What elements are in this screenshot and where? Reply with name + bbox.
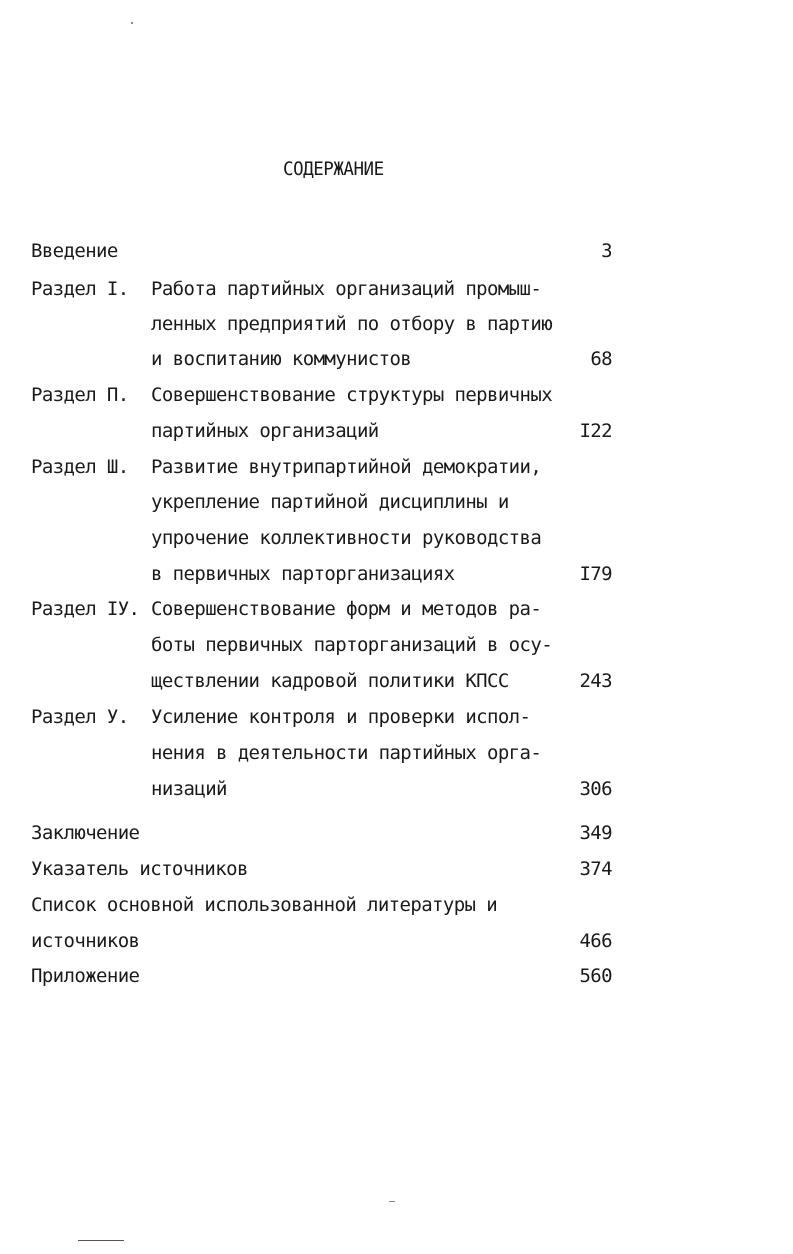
toc-page-section-5: 306 bbox=[579, 778, 612, 800]
toc-text-section-2-line-1: Совершенствование структуры первичных bbox=[151, 384, 553, 406]
toc-label-conclusion: Заключение bbox=[31, 822, 140, 844]
toc-label-section-4: Раздел IУ. bbox=[31, 598, 140, 620]
toc-page-section-1: 68 bbox=[590, 348, 612, 370]
toc-label-section-1: Раздел I. bbox=[31, 278, 129, 300]
toc-page-appendix: 560 bbox=[579, 965, 612, 987]
toc-page-section-3: I79 bbox=[579, 563, 612, 585]
toc-page-bibliography: 466 bbox=[579, 930, 612, 952]
toc-text-section-5-line-3: низаций bbox=[151, 778, 227, 800]
toc-text-section-3-line-2: укрепление партийной дисциплины и bbox=[151, 491, 509, 513]
toc-text-section-1-line-3: и воспитанию коммунистов bbox=[151, 348, 412, 370]
toc-label-bibliography: Список основной использованной литературы и bbox=[31, 894, 498, 916]
toc-text-section-3-line-4: в первичных парторганизациях bbox=[151, 563, 455, 585]
toc-label-section-2: Раздел П. bbox=[31, 384, 129, 406]
toc-text-section-2-line-2: партийных организаций bbox=[151, 420, 379, 442]
toc-text-section-1-line-2: ленных предприятий по отбору в партию bbox=[151, 313, 553, 335]
scan-speck bbox=[131, 22, 133, 24]
toc-label-section-5: Раздел У. bbox=[31, 706, 129, 728]
page-title: СОДЕРЖАНИЕ bbox=[283, 158, 384, 180]
toc-text-section-3-line-1: Развитие внутрипартийной демократии, bbox=[151, 456, 542, 478]
toc-text-section-4-line-2: боты первичных парторганизаций в осу- bbox=[151, 634, 553, 656]
toc-label-appendix: Приложение bbox=[31, 965, 140, 987]
toc-page-section-4: 243 bbox=[579, 670, 612, 692]
toc-text-section-4-line-3: ществлении кадровой политики КПСС bbox=[151, 670, 509, 692]
toc-text-section-5-line-2: нения в деятельности партийных орга- bbox=[151, 742, 542, 764]
scan-speck bbox=[389, 1201, 395, 1202]
toc-text-section-4-line-1: Совершенствование форм и методов ра- bbox=[151, 598, 542, 620]
toc-label-section-3: Раздел Ш. bbox=[31, 456, 129, 478]
toc-page-section-2: I22 bbox=[579, 420, 612, 442]
scan-speck bbox=[78, 1240, 124, 1241]
toc-text-section-5-line-1: Усиление контроля и проверки испол- bbox=[151, 706, 531, 728]
toc-page-conclusion: 349 bbox=[579, 822, 612, 844]
toc-page-introduction: 3 bbox=[601, 240, 612, 262]
toc-label-bibliography-line-2: источников bbox=[31, 930, 140, 952]
toc-label-sources-index: Указатель источников bbox=[31, 858, 248, 880]
toc-label-introduction: Введение bbox=[31, 240, 118, 262]
toc-text-section-1-line-1: Работа партийных организаций промыш- bbox=[151, 278, 542, 300]
toc-page-sources-index: 374 bbox=[579, 858, 612, 880]
toc-text-section-3-line-3: упрочение коллективности руководства bbox=[151, 527, 542, 549]
